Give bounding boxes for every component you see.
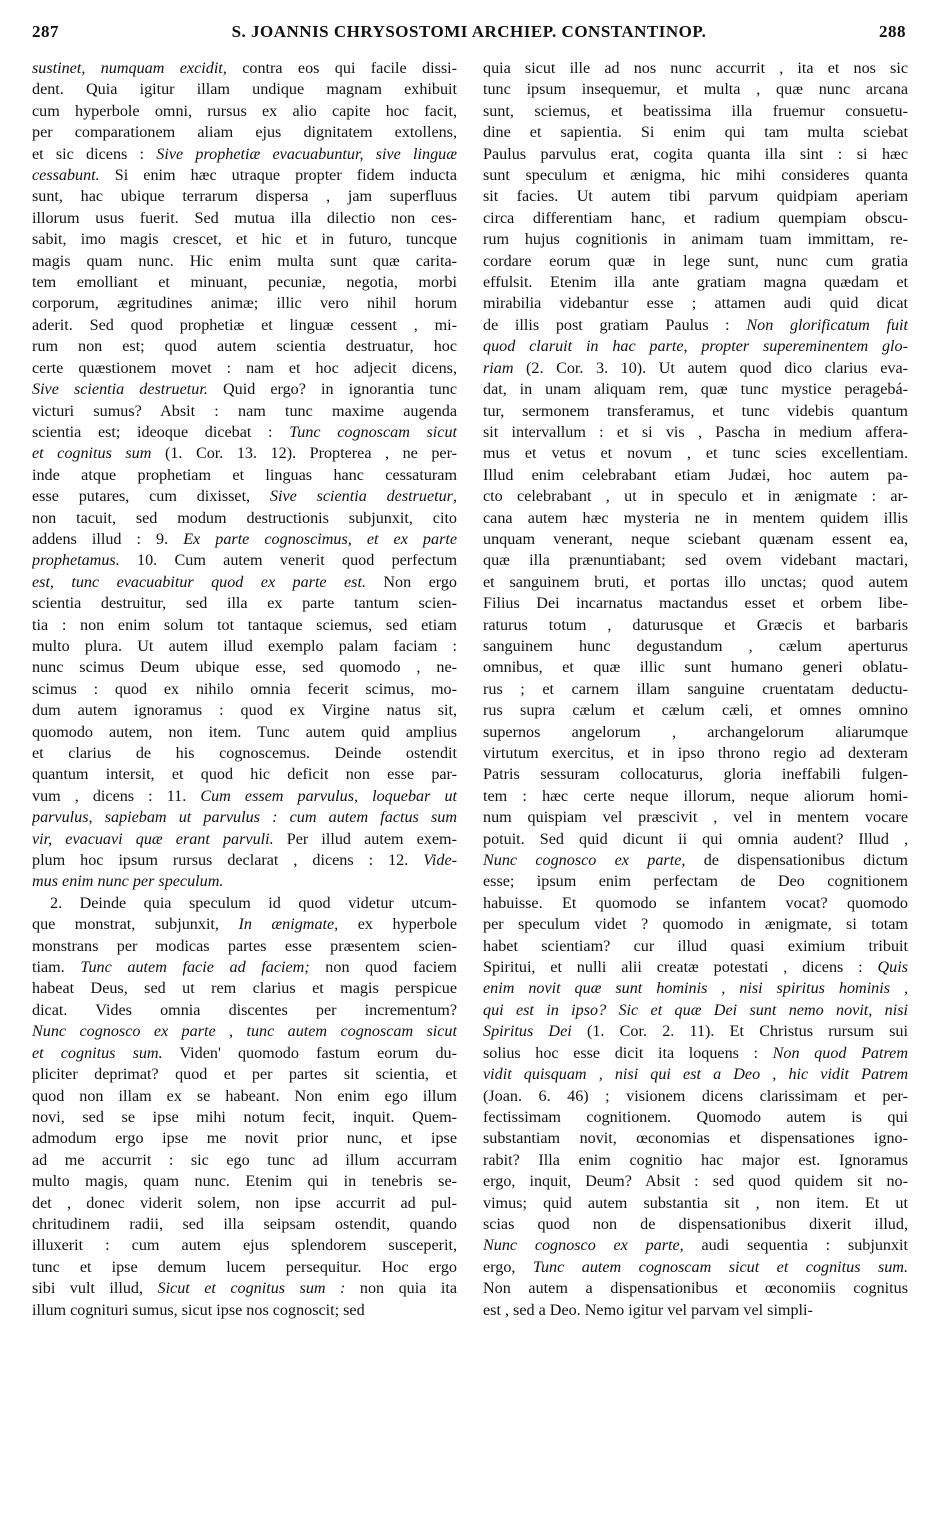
text-line bbox=[483, 615, 908, 636]
italic-quote: Cum essem parvulus, loquebar ut bbox=[200, 787, 457, 805]
text-line bbox=[32, 1257, 457, 1278]
text-span: rus ; et carnem illam sanguine cruentatam deductu- bbox=[483, 680, 908, 698]
text-span: Non ergo bbox=[365, 573, 457, 591]
text-span: que monstrat, subjunxit, bbox=[32, 916, 239, 934]
text-span: illuxerit : cum autem ejus splendorem susceperit, bbox=[32, 1237, 457, 1255]
text-span: de dispensationibus dictum bbox=[685, 852, 908, 870]
text-line bbox=[483, 978, 908, 999]
text-span: quæ illa prænuntiabant; sed ovem videbant mactari, bbox=[483, 552, 908, 570]
italic-quote: cessabunt. bbox=[32, 167, 100, 185]
text-span: rus supra cælum et cælum cæli, et omnes omnino bbox=[483, 702, 908, 720]
text-span: tunc et ipse demum lucem persequitur. Hoc ergo bbox=[32, 1258, 457, 1276]
text-line bbox=[483, 229, 908, 250]
text-line bbox=[483, 272, 908, 293]
text-span: Si enim hæc utraque propter fidem inducta bbox=[99, 167, 457, 185]
text-line bbox=[483, 1021, 908, 1042]
text-span: certe quæstionem movet : nam et hoc adjecit dicens, bbox=[32, 359, 457, 377]
text-span: novi, sed se ipse mihi notum fecit, inquit. Quem- bbox=[32, 1108, 457, 1126]
italic-quote: qui est in ipso? Sic et quæ Dei sunt nemo novit, nisi bbox=[483, 1001, 908, 1019]
text-span: dine et sapientia. Si enim qui tam multa sciebat bbox=[483, 124, 908, 142]
text-line bbox=[483, 807, 908, 828]
text-line bbox=[32, 358, 457, 379]
text-line bbox=[32, 1086, 457, 1107]
text-span: dum autem ignoramus : quod ex Virgine natus sit, bbox=[32, 702, 457, 720]
text-span: num quispiam vel præscivit , vel in mentem vocare bbox=[483, 809, 908, 827]
text-span: chritudinem radii, sed illa seipsam ostendit, quando bbox=[32, 1215, 457, 1233]
text-span: Filius Dei incarnatus mactandus esset et orbem libe- bbox=[483, 595, 908, 613]
text-span: est , sed a Deo. Nemo igitur vel parvam vel simpli- bbox=[483, 1301, 813, 1319]
text-line bbox=[483, 850, 908, 871]
text-line bbox=[483, 122, 908, 143]
text-span: omnibus, et quæ illic sunt humano generi oblatu- bbox=[483, 659, 908, 677]
text-line bbox=[483, 1193, 908, 1214]
text-line bbox=[32, 978, 457, 999]
text-span: aderit. Sed quod prophetiæ et linguæ cessent , mi- bbox=[32, 316, 457, 334]
text-line bbox=[483, 508, 908, 529]
italic-quote: prophetamus. bbox=[32, 552, 120, 570]
text-line bbox=[32, 550, 457, 571]
italic-quote: Non quod Patrem bbox=[772, 1044, 908, 1062]
text-span: det , donec viderit solem, non ipse accurrit ad pul- bbox=[32, 1194, 457, 1212]
text-span: per speculum videt ? quomodo in ænigmate, si totam bbox=[483, 916, 908, 934]
text-span: , bbox=[452, 488, 457, 506]
text-line bbox=[483, 550, 908, 571]
text-line bbox=[32, 1171, 457, 1192]
text-span: ex hyperbole bbox=[338, 916, 457, 934]
text-line bbox=[483, 764, 908, 785]
italic-quote: quod claruit in hac parte, propter supereminentem glo- bbox=[483, 338, 908, 356]
text-span: tur, sermonem transferamus, et tunc videbis quantum bbox=[483, 402, 908, 420]
text-line bbox=[32, 122, 457, 143]
text-span: non tacuit, sed modum destructionis subjunxit, cito bbox=[32, 509, 457, 527]
text-line bbox=[32, 293, 457, 314]
italic-quote: In ænigmate, bbox=[238, 916, 339, 934]
text-line bbox=[483, 336, 908, 357]
text-span: monstrans per modicas partes esse præsentem scien- bbox=[32, 937, 457, 955]
italic-quote: est, tunc evacuabitur quod ex parte est. bbox=[32, 573, 366, 591]
text-line bbox=[32, 1300, 457, 1321]
text-line bbox=[483, 1086, 908, 1107]
text-span: rum hujus cognitionis in animam tuam immittam, re- bbox=[483, 231, 908, 249]
text-line bbox=[483, 1257, 908, 1278]
text-span: habuisse. Et quomodo se infantem vocat? quomodo bbox=[483, 894, 908, 912]
text-span: ergo, inquit, Deum? Absit : sed quod quidem sit no- bbox=[483, 1173, 908, 1191]
italic-quote: Sive scientia destruetur. bbox=[32, 381, 208, 399]
text-line bbox=[483, 700, 908, 721]
text-span: substantiam novit, œconomias et dispensationes igno- bbox=[483, 1130, 908, 1148]
text-span: Per illud autem exem- bbox=[273, 830, 457, 848]
italic-quote: et cognitus sum. bbox=[32, 1044, 163, 1062]
italic-quote: mus enim nunc per speculum. bbox=[32, 873, 224, 891]
text-line bbox=[32, 657, 457, 678]
text-line bbox=[483, 101, 908, 122]
text-span: plum hoc ipsum rursus declarat , dicens : 12. bbox=[32, 852, 424, 870]
italic-quote: Tunc autem cognoscam sicut et cognitus sum. bbox=[532, 1258, 908, 1276]
text-span: unquam venerant, neque sciebant quænam essent ea, bbox=[483, 530, 908, 548]
text-span: Non autem a dispensationibus et œconomiis cognitus bbox=[483, 1280, 908, 1298]
text-line bbox=[32, 443, 457, 464]
right-text-column bbox=[483, 58, 908, 1528]
text-span: non quod faciem bbox=[309, 959, 457, 977]
text-line bbox=[483, 58, 908, 79]
text-line bbox=[483, 893, 908, 914]
text-line bbox=[483, 914, 908, 935]
text-span: et sic dicens : bbox=[32, 145, 157, 163]
italic-quote: Tunc cognoscam sicut bbox=[289, 423, 457, 441]
text-line bbox=[483, 379, 908, 400]
text-line bbox=[32, 58, 457, 79]
text-span: magis quam nunc. Hic enim multa sunt quæ carita- bbox=[32, 252, 457, 270]
italic-quote: parvulus, sapiebam ut parvulus : cum autem factus sum bbox=[32, 809, 457, 827]
italic-quote: Sive prophetiæ evacuabuntur, sive linguæ bbox=[156, 145, 457, 163]
text-line bbox=[32, 1128, 457, 1149]
text-line bbox=[483, 251, 908, 272]
text-span: (1. Cor. 13. 12). Propterea , ne per- bbox=[151, 445, 457, 463]
text-line bbox=[483, 1214, 908, 1235]
text-span: tiam. bbox=[32, 959, 81, 977]
text-line bbox=[32, 636, 457, 657]
text-line bbox=[32, 165, 457, 186]
text-line bbox=[32, 807, 457, 828]
text-line bbox=[32, 229, 457, 250]
italic-quote: Ex parte cognoscimus, et ex parte bbox=[183, 530, 457, 548]
text-span: raturus totum , daturusque et Græcis et barbaris bbox=[483, 616, 908, 634]
text-span: cordare eorum quæ in lege sunt, nunc cum gratia bbox=[483, 252, 908, 270]
text-span: dat, in unam aliquam rem, quæ tunc mystice peragebá- bbox=[483, 381, 908, 399]
text-span: mus et vetus et novum , et tunc scies excellentiam. bbox=[483, 445, 908, 463]
text-span: quia sicut ille ad nos nunc accurrit , ita et nos sic bbox=[483, 60, 908, 77]
text-span: tia : non enim solum tot tantaque sciemus, sed etiam bbox=[32, 616, 457, 634]
text-span: habet scientiam? cur illud quasi eximium tribuit bbox=[483, 937, 908, 955]
text-line bbox=[32, 593, 457, 614]
text-span: cum hyperbole omni, rursus ex alio capite hoc facit, bbox=[32, 102, 457, 120]
text-span: (Joan. 6. 46) ; visionem dicens clarissimam et per- bbox=[483, 1087, 908, 1105]
text-line bbox=[32, 893, 457, 914]
text-span: 2. Deinde quia speculum id quod videtur utcum- bbox=[50, 894, 457, 912]
italic-quote: riam bbox=[483, 359, 514, 377]
running-header bbox=[32, 22, 906, 48]
text-span: ad me accurrit : sic ego tunc ad illum accurram bbox=[32, 1151, 457, 1169]
text-span: dicat. Vides omnia discentes per incrementum? bbox=[32, 1001, 457, 1019]
text-line bbox=[483, 636, 908, 657]
text-span: de illis post gratiam Paulus : bbox=[483, 316, 747, 334]
italic-quote: Vide- bbox=[423, 852, 457, 870]
text-line bbox=[483, 1300, 908, 1321]
text-line bbox=[483, 936, 908, 957]
italic-quote: Tunc autem facie ad faciem; bbox=[80, 959, 310, 977]
text-span: sibi vult illud, bbox=[32, 1280, 158, 1298]
text-span: potuit. Sed quid dicunt ii qui omnia audent? Illud , bbox=[483, 830, 908, 848]
text-span: sanguinem hunc degustandum , cælum aperturus bbox=[483, 637, 908, 655]
text-line bbox=[32, 1000, 457, 1021]
text-line bbox=[32, 208, 457, 229]
text-span: admodum ergo ipse me novit prior nunc, et ipse bbox=[32, 1130, 457, 1148]
text-line bbox=[32, 722, 457, 743]
text-span: esse; ipsum enim perfectam de Deo cognitionem bbox=[483, 873, 908, 891]
text-span: tunc ipsum insequemur, et multa , quæ nunc arcana bbox=[483, 81, 908, 99]
text-line bbox=[32, 465, 457, 486]
text-span: multo magis, quam nunc. Etenim qui in tenebris se- bbox=[32, 1173, 457, 1191]
text-line bbox=[32, 1150, 457, 1171]
text-span: (1. Cor. 2. 11). Et Christus rursum sui bbox=[571, 1023, 908, 1041]
text-line bbox=[32, 529, 457, 550]
text-span: quantum intersit, et quod hic deficit non esse par- bbox=[32, 766, 457, 784]
text-line bbox=[483, 1150, 908, 1171]
text-line bbox=[483, 743, 908, 764]
text-line bbox=[32, 508, 457, 529]
text-line bbox=[32, 315, 457, 336]
text-line bbox=[32, 1193, 457, 1214]
text-line bbox=[483, 1235, 908, 1256]
italic-quote: Sicut et cognitus sum : bbox=[157, 1280, 346, 1298]
text-line bbox=[483, 358, 908, 379]
text-span: corporum, ægritudines animæ; illic vero nihil horum bbox=[32, 295, 457, 313]
text-line bbox=[32, 957, 457, 978]
italic-quote: vir, evacuavi quæ erant parvuli. bbox=[32, 830, 274, 848]
text-line bbox=[32, 101, 457, 122]
text-span: virtutum exercitus, et in ipso throno regio ad dexteram bbox=[483, 745, 908, 762]
text-span: rabit? Illa enim cognitio hac major est. Ignoramus bbox=[483, 1151, 908, 1169]
text-line bbox=[483, 786, 908, 807]
text-span: esse putares, cum dixisset, bbox=[32, 488, 270, 506]
text-line bbox=[32, 272, 457, 293]
text-line bbox=[483, 315, 908, 336]
text-span: multo plura. Ut autem illud exemplo palam faciam : bbox=[32, 637, 457, 655]
text-span: habeat Deus, sed ut rem clarius et magis perspicue bbox=[32, 980, 457, 998]
text-span: vimus; quid autem substantia sit , non item. Et ut bbox=[483, 1194, 908, 1212]
text-span: vum , dicens : 11. bbox=[32, 787, 201, 805]
text-span: tem emolliant et minuant, pecuniæ, negotia, morbi bbox=[32, 274, 457, 292]
text-span: fectissimam cognitionem. Quomodo autem is qui bbox=[483, 1108, 908, 1126]
text-span: mirabilia videbantur esse ; attamen audi quid dicat bbox=[483, 295, 908, 313]
text-line bbox=[483, 1128, 908, 1149]
text-line bbox=[32, 914, 457, 935]
italic-quote: Quis bbox=[877, 959, 908, 977]
italic-quote: sustinet, numquam excidit, bbox=[32, 60, 227, 77]
text-span: inde atque prophetiam et linguas hanc cessaturam bbox=[32, 466, 457, 484]
text-line bbox=[483, 465, 908, 486]
text-line bbox=[32, 1214, 457, 1235]
text-span: rum non est; quod autem scientia destruatur, hoc bbox=[32, 338, 457, 356]
text-span: Viden' quomodo fastum eorum du- bbox=[162, 1044, 457, 1062]
text-line bbox=[483, 657, 908, 678]
text-line bbox=[32, 401, 457, 422]
text-line bbox=[483, 722, 908, 743]
text-span: quomodo autem, non item. Tunc autem quid amplius bbox=[32, 723, 457, 741]
text-span: Patris sessuram collocaturus, gloria ineffabili fulgen- bbox=[483, 766, 908, 784]
text-span: scientia destruitur, sed illa ex parte tantum scien- bbox=[32, 595, 457, 613]
text-line bbox=[32, 486, 457, 507]
text-span: scientia est; ideoque dicebat : bbox=[32, 423, 290, 441]
italic-quote: Nunc cognosco ex parte , tunc autem cognoscam sicut bbox=[32, 1023, 457, 1041]
text-line bbox=[32, 572, 457, 593]
text-line bbox=[32, 336, 457, 357]
text-line bbox=[483, 486, 908, 507]
text-span: circa differentiam hanc, et radium quempiam obscu- bbox=[483, 209, 908, 227]
italic-quote: Spiritus Dei bbox=[483, 1023, 572, 1041]
text-span: (2. Cor. 3. 10). Ut autem quod dico clarius eva- bbox=[513, 359, 908, 377]
text-span: effulsit. Etenim illa ante gratiam magna quædam et bbox=[483, 274, 908, 292]
text-span: scimus : quod ex nihilo omnia fecerit scimus, mo- bbox=[32, 680, 457, 698]
text-span: nunc scimus Deum ubique esse, sed quomodo , ne- bbox=[32, 659, 457, 677]
text-line bbox=[32, 1021, 457, 1042]
text-span: sunt, sciemus, et beatissima illa fruemur consuetu- bbox=[483, 102, 908, 120]
text-line bbox=[483, 165, 908, 186]
text-line bbox=[32, 1043, 457, 1064]
text-span: 10. Cum autem venerit quod perfectum bbox=[119, 552, 457, 570]
text-line bbox=[32, 1064, 457, 1085]
text-span: Spiritui, et nulli alii creatæ potestati , dicens : bbox=[483, 959, 878, 977]
text-span: et sanguinem bruti, et portas illo unctas; quod autem bbox=[483, 573, 908, 591]
text-line bbox=[483, 593, 908, 614]
text-line bbox=[32, 79, 457, 100]
text-line bbox=[483, 443, 908, 464]
text-span: sit facies. Ut autem tibi parvum quidpiam aperiam bbox=[483, 188, 908, 206]
italic-quote: Nunc cognosco ex parte, bbox=[483, 1237, 684, 1255]
text-line bbox=[32, 850, 457, 871]
text-span: Illud enim celebrabant etiam Judæi, hoc autem pa- bbox=[483, 466, 908, 484]
text-line bbox=[32, 1278, 457, 1299]
text-span: sit intervallum : et si vis , Pascha in medium affera- bbox=[483, 423, 908, 441]
left-text-column bbox=[32, 58, 457, 1528]
text-span: Quid ergo? in ignorantia tunc bbox=[207, 381, 457, 399]
text-line bbox=[483, 1000, 908, 1021]
text-span: tem : hæc certe neque illorum, neque aliorum homi- bbox=[483, 787, 908, 805]
italic-quote: Non glorificatum fuit bbox=[746, 316, 908, 334]
text-span: non quia ita bbox=[345, 1280, 457, 1298]
text-line bbox=[483, 957, 908, 978]
text-line bbox=[483, 1171, 908, 1192]
text-line bbox=[32, 1235, 457, 1256]
text-span: cana autem hæc mysteria ne in mentem quidem illis bbox=[483, 509, 908, 527]
text-span: quod non illam ex se habeant. Non enim ego illum bbox=[32, 1087, 457, 1105]
text-line bbox=[32, 615, 457, 636]
text-span: sabit, imo magis crescet, et hic et in futuro, tuncque bbox=[32, 231, 457, 249]
text-line bbox=[483, 529, 908, 550]
italic-quote: vidit quisquam , nisi qui est a Deo , hic vidit Patrem bbox=[483, 1066, 908, 1084]
text-line bbox=[483, 144, 908, 165]
text-line bbox=[32, 186, 457, 207]
text-line bbox=[32, 379, 457, 400]
text-span: sunt, hac ubique terrarum dispersa , jam superfluus bbox=[32, 188, 457, 206]
text-span: et clarius de his cognoscemus. Deinde ostendit bbox=[32, 745, 457, 762]
text-line bbox=[483, 293, 908, 314]
text-span: pliciter deprimat? quod et per partes sit scientia, et bbox=[32, 1066, 457, 1084]
text-line bbox=[32, 936, 457, 957]
text-span: illum cognituri sumus, sicut ipse nos cognoscit; sed bbox=[32, 1301, 365, 1319]
page-number-left: 287 bbox=[32, 22, 59, 41]
text-span: ergo, bbox=[483, 1258, 533, 1276]
text-span: sunt speculum et ænigma, hic mihi consideres quanta bbox=[483, 167, 908, 185]
text-line bbox=[483, 1107, 908, 1128]
text-line bbox=[32, 422, 457, 443]
text-span: Paulus parvulus erat, cogita quanta illa sint : si hæc bbox=[483, 145, 908, 163]
text-line bbox=[483, 79, 908, 100]
text-line bbox=[483, 208, 908, 229]
text-line bbox=[483, 679, 908, 700]
text-span: addens illud : 9. bbox=[32, 530, 184, 548]
text-line bbox=[483, 422, 908, 443]
text-span: solius hoc esse dicit ita loquens : bbox=[483, 1044, 773, 1062]
text-line bbox=[483, 401, 908, 422]
text-line bbox=[32, 871, 457, 892]
text-line bbox=[483, 829, 908, 850]
text-span: cto celebrabant , ut in speculo et in ænigmate : ar- bbox=[483, 488, 908, 506]
text-line bbox=[483, 871, 908, 892]
text-line bbox=[32, 251, 457, 272]
text-span: contra eos qui facile dissi- bbox=[226, 60, 457, 77]
text-line bbox=[483, 1043, 908, 1064]
text-line bbox=[32, 144, 457, 165]
text-span: audi sequentia : subjunxit bbox=[683, 1237, 908, 1255]
text-line bbox=[32, 786, 457, 807]
text-line bbox=[483, 1064, 908, 1085]
text-line bbox=[32, 1107, 457, 1128]
text-line bbox=[32, 764, 457, 785]
text-line bbox=[483, 1278, 908, 1299]
italic-quote: enim novit quæ sunt hominis , nisi spiritus hominis , bbox=[483, 980, 908, 998]
italic-quote: Nunc cognosco ex parte, bbox=[483, 852, 686, 870]
text-span: per comparationem aliam ejus dignitatem extollens, bbox=[32, 124, 457, 142]
running-title: S. JOANNIS CHRYSOSTOMI ARCHIEP. CONSTANTINOP. bbox=[231, 22, 707, 41]
text-line bbox=[483, 572, 908, 593]
page-number-right: 288 bbox=[879, 22, 906, 41]
text-line bbox=[32, 829, 457, 850]
italic-quote: Sive scientia destruetur bbox=[269, 488, 453, 506]
text-line bbox=[32, 700, 457, 721]
text-line bbox=[32, 743, 457, 764]
text-line bbox=[32, 679, 457, 700]
text-span: supernos angelorum , archangelorum aliarumque bbox=[483, 723, 908, 741]
text-span: illorum usus fuerit. Sed mutua illa dilectio non ces- bbox=[32, 209, 457, 227]
text-span: victuri sumus? Absit : nam tunc maxime augenda bbox=[32, 402, 457, 420]
italic-quote: et cognitus sum bbox=[32, 445, 152, 463]
text-span: dent. Quia igitur illam undique magnam exhibuit bbox=[32, 81, 457, 99]
text-span: scias quod non de dispensationibus dixerit illud, bbox=[483, 1215, 908, 1233]
text-line bbox=[483, 186, 908, 207]
